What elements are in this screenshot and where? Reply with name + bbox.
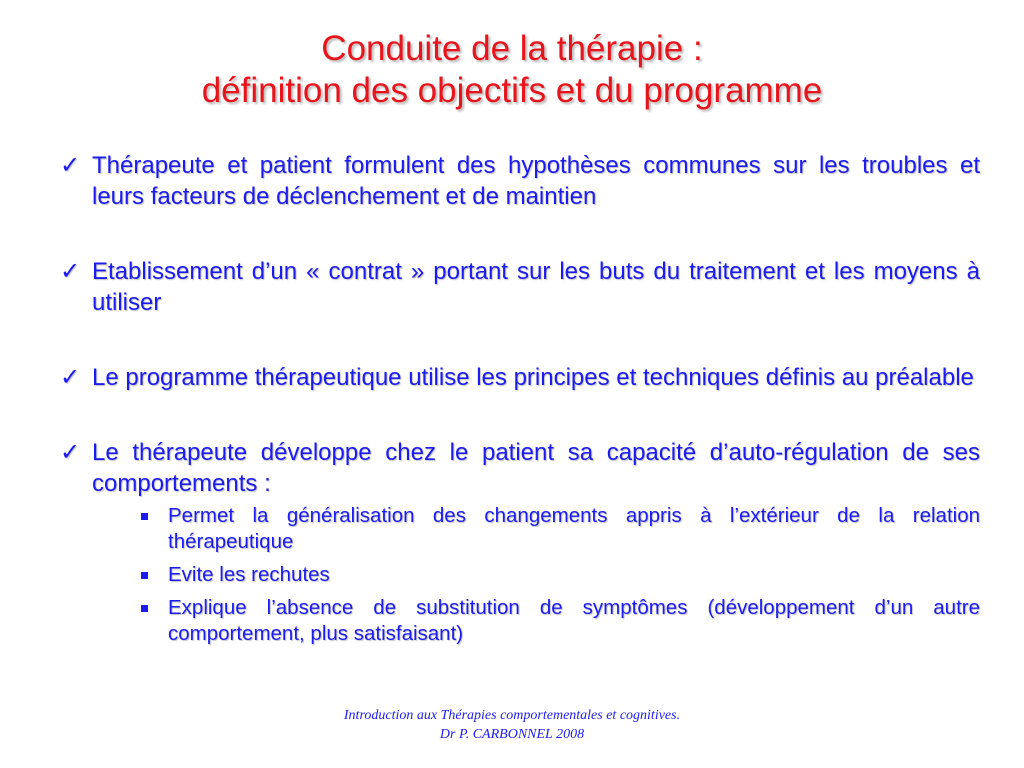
check-icon: ✓	[60, 151, 81, 179]
check-icon: ✓	[60, 438, 81, 466]
bullet-item	[60, 256, 980, 318]
square-bullet-icon	[141, 605, 148, 612]
square-bullet-icon	[141, 572, 148, 579]
bullet-item	[60, 150, 980, 212]
check-icon: ✓	[60, 363, 81, 391]
sub-bullet-text: Explique l’absence de substitution de symptômes (développement d’un autre comportement, plus satisfaisant)	[168, 596, 980, 645]
slide-footer	[0, 706, 1024, 744]
title-line-2: définition des objectifs et du programme	[201, 71, 823, 110]
bullet-text: Le programme thérapeutique utilise les principes et techniques définis au préalable	[92, 364, 974, 391]
bullet-list	[60, 150, 980, 654]
bullet-text: Etablissement d’un « contrat » portant sur les buts du traitement et les moyens à utiliser	[92, 258, 980, 316]
check-icon: ✓	[60, 257, 81, 285]
sub-bullet-item	[138, 503, 980, 555]
bullet-text: Le thérapeute développe chez le patient sa capacité d’auto-régulation de ses comportements :	[92, 439, 980, 497]
footer-line-2: Dr P. CARBONNEL 2008	[439, 727, 585, 742]
title-line-1: Conduite de la thérapie :	[321, 29, 703, 68]
footer-line-1: Introduction aux Thérapies comportementales et cognitives.	[343, 708, 681, 723]
square-bullet-icon	[141, 513, 148, 520]
sub-bullet-text: Evite les rechutes	[168, 563, 330, 586]
bullet-text: Thérapeute et patient formulent des hypothèses communes sur les troubles et leurs facteurs de déclenchement et de maintien	[92, 152, 980, 210]
sub-bullet-text: Permet la généralisation des changements appris à l’extérieur de la relation thérapeutique	[168, 504, 980, 553]
sub-bullet-item	[138, 595, 980, 647]
slide-title	[40, 28, 984, 112]
sub-bullet-list	[92, 503, 980, 647]
bullet-item	[60, 437, 980, 647]
bullet-item	[60, 362, 980, 393]
sub-bullet-item	[138, 562, 980, 588]
